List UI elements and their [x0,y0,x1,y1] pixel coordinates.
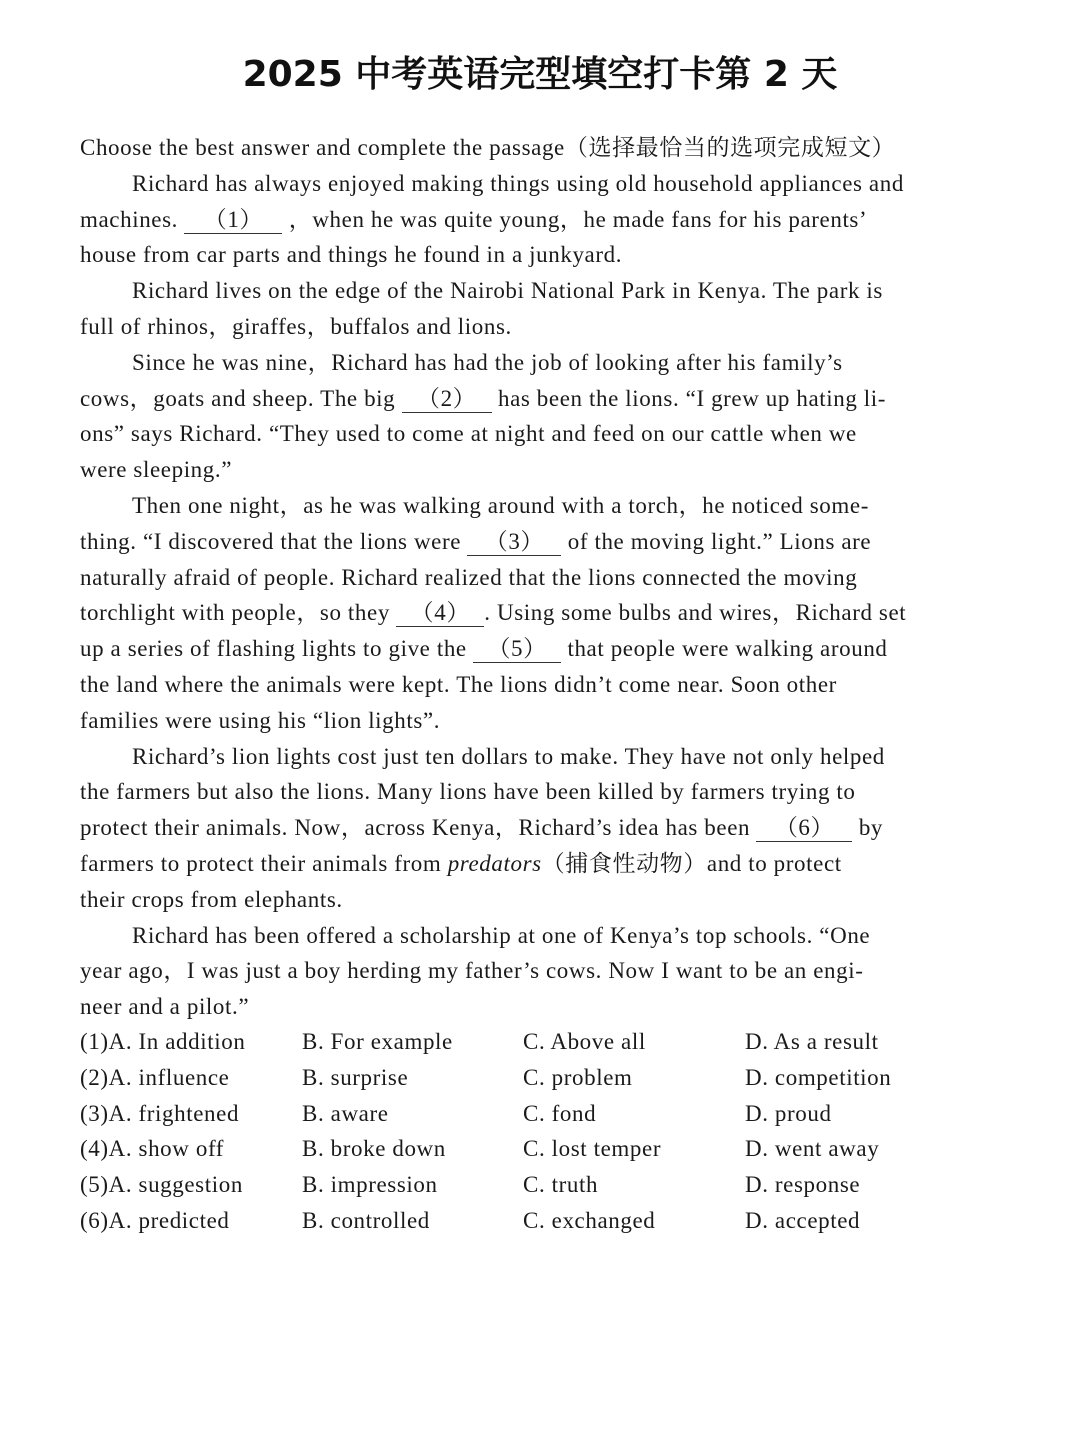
passage-line: ons” says Richard. “They used to come at night and feed on our cattle when we [80,421,857,447]
paragraph-2 [80,273,1004,345]
passage-body [80,130,1004,1025]
option-b[interactable]: B. controlled [302,1207,430,1233]
passage-line: full of rhinos，giraffes，buffalos and lions. [80,313,512,339]
option-row [80,1096,1020,1132]
option-b[interactable]: B. broke down [302,1136,446,1162]
passage-text: cows，goats and sheep. The big [80,385,396,411]
option-d[interactable]: D. As a result [745,1029,879,1054]
passage-line: the farmers but also the lions. Many lions have been killed by farmers trying to [80,779,856,805]
passage-text: has been the lions. “I grew up hating li- [498,385,887,411]
page-title: 2025 中考英语完型填空打卡第 2 天 [242,54,838,95]
passage-text: （捕食性动物）and to protect [541,850,842,876]
option-a[interactable]: (1)A. In addition [80,1029,246,1054]
option-d[interactable]: D. proud [745,1100,832,1126]
passage-line: Then one night，as he was walking around with a torch，he noticed some- [132,492,869,518]
option-a[interactable]: (2)A. influence [80,1064,230,1090]
option-row [80,1167,1020,1203]
passage-line: the land where the animals were kept. The lions didn’t come near. Soon other [80,671,837,697]
option-b[interactable]: B. surprise [302,1064,409,1090]
paragraph-3 [80,345,1004,488]
passage-line: naturally afraid of people. Richard realized that the lions connected the moving [80,564,858,590]
blank-5[interactable]: （5） [473,636,561,663]
italic-term: predators [447,850,542,876]
option-a[interactable]: (3)A. frightened [80,1100,240,1126]
passage-line: Richard has always enjoyed making things using old household appliances and [132,170,904,196]
paragraph-5 [80,739,1004,918]
option-row [80,1203,1020,1239]
option-c[interactable]: C. fond [523,1100,597,1126]
blank-3[interactable]: （3） [467,529,561,556]
option-b[interactable]: B. aware [302,1100,389,1126]
blank-1[interactable]: （1） [184,207,282,234]
blank-6[interactable]: （6） [756,815,852,842]
paragraph-4 [80,488,1004,739]
instruction: Choose the best answer and complete the passage（选择最恰当的选项完成短文） [80,135,896,160]
passage-text: that people were walking around [567,636,888,662]
passage-text: farmers to protect their animals from [80,850,442,876]
option-d[interactable]: D. response [745,1172,861,1198]
passage-text: thing. “I discovered that the lions were [80,528,462,554]
passage-line: were sleeping.” [80,457,233,483]
option-c[interactable]: C. problem [523,1064,633,1090]
passage-line: their crops from elephants. [80,886,343,912]
passage-line: Richard lives on the edge of the Nairobi National Park in Kenya. The park is [132,278,883,304]
option-c[interactable]: C. truth [523,1172,599,1198]
passage-line: neer and a pilot.” [80,994,250,1020]
option-a[interactable]: (5)A. suggestion [80,1172,243,1198]
passage-line: house from car parts and things he found in a junkyard. [80,242,623,268]
option-row [80,1024,1020,1060]
passage-line: Since he was nine，Richard has had the job of looking after his family’s [132,349,843,375]
passage-text: machines. [80,206,179,232]
passage-line: families were using his “lion lights”. [80,707,441,733]
passage-text: protect their animals. Now，across Kenya，Richard’s idea has been [80,815,751,841]
option-a[interactable]: (6)A. predicted [80,1207,230,1233]
option-b[interactable]: B. impression [302,1172,438,1198]
option-d[interactable]: D. accepted [745,1207,861,1233]
paragraph-6 [80,918,1004,1025]
blank-2[interactable]: （2） [402,386,492,413]
option-c[interactable]: C. Above all [523,1029,646,1054]
option-d[interactable]: D. went away [745,1136,880,1162]
option-row [80,1060,1020,1096]
blank-4[interactable]: （4） [396,600,484,627]
passage-text: . Using some bulbs and wires，Richard set [484,600,907,626]
passage-text: of the moving light.” Lions are [567,528,872,554]
option-d[interactable]: D. competition [745,1064,892,1090]
answer-options [80,1024,1020,1239]
paragraph-1 [80,166,1004,273]
option-b[interactable]: B. For example [302,1029,453,1054]
option-row [80,1131,1020,1167]
option-a[interactable]: (4)A. show off [80,1136,225,1162]
passage-line: year ago，I was just a boy herding my father’s cows. Now I want to be an engi- [80,958,864,984]
passage-text: ，when he was quite young，he made fans for his parents’ [288,206,868,232]
passage-text: torchlight with people，so they [80,600,390,626]
passage-text: up a series of flashing lights to give the [80,636,467,662]
passage-text: by [858,815,884,841]
passage-line: Richard’s lion lights cost just ten dollars to make. They have not only helped [132,743,885,769]
passage-line: Richard has been offered a scholarship at one of Kenya’s top schools. “One [132,922,871,948]
option-c[interactable]: C. exchanged [523,1207,656,1233]
option-c[interactable]: C. lost temper [523,1136,662,1162]
